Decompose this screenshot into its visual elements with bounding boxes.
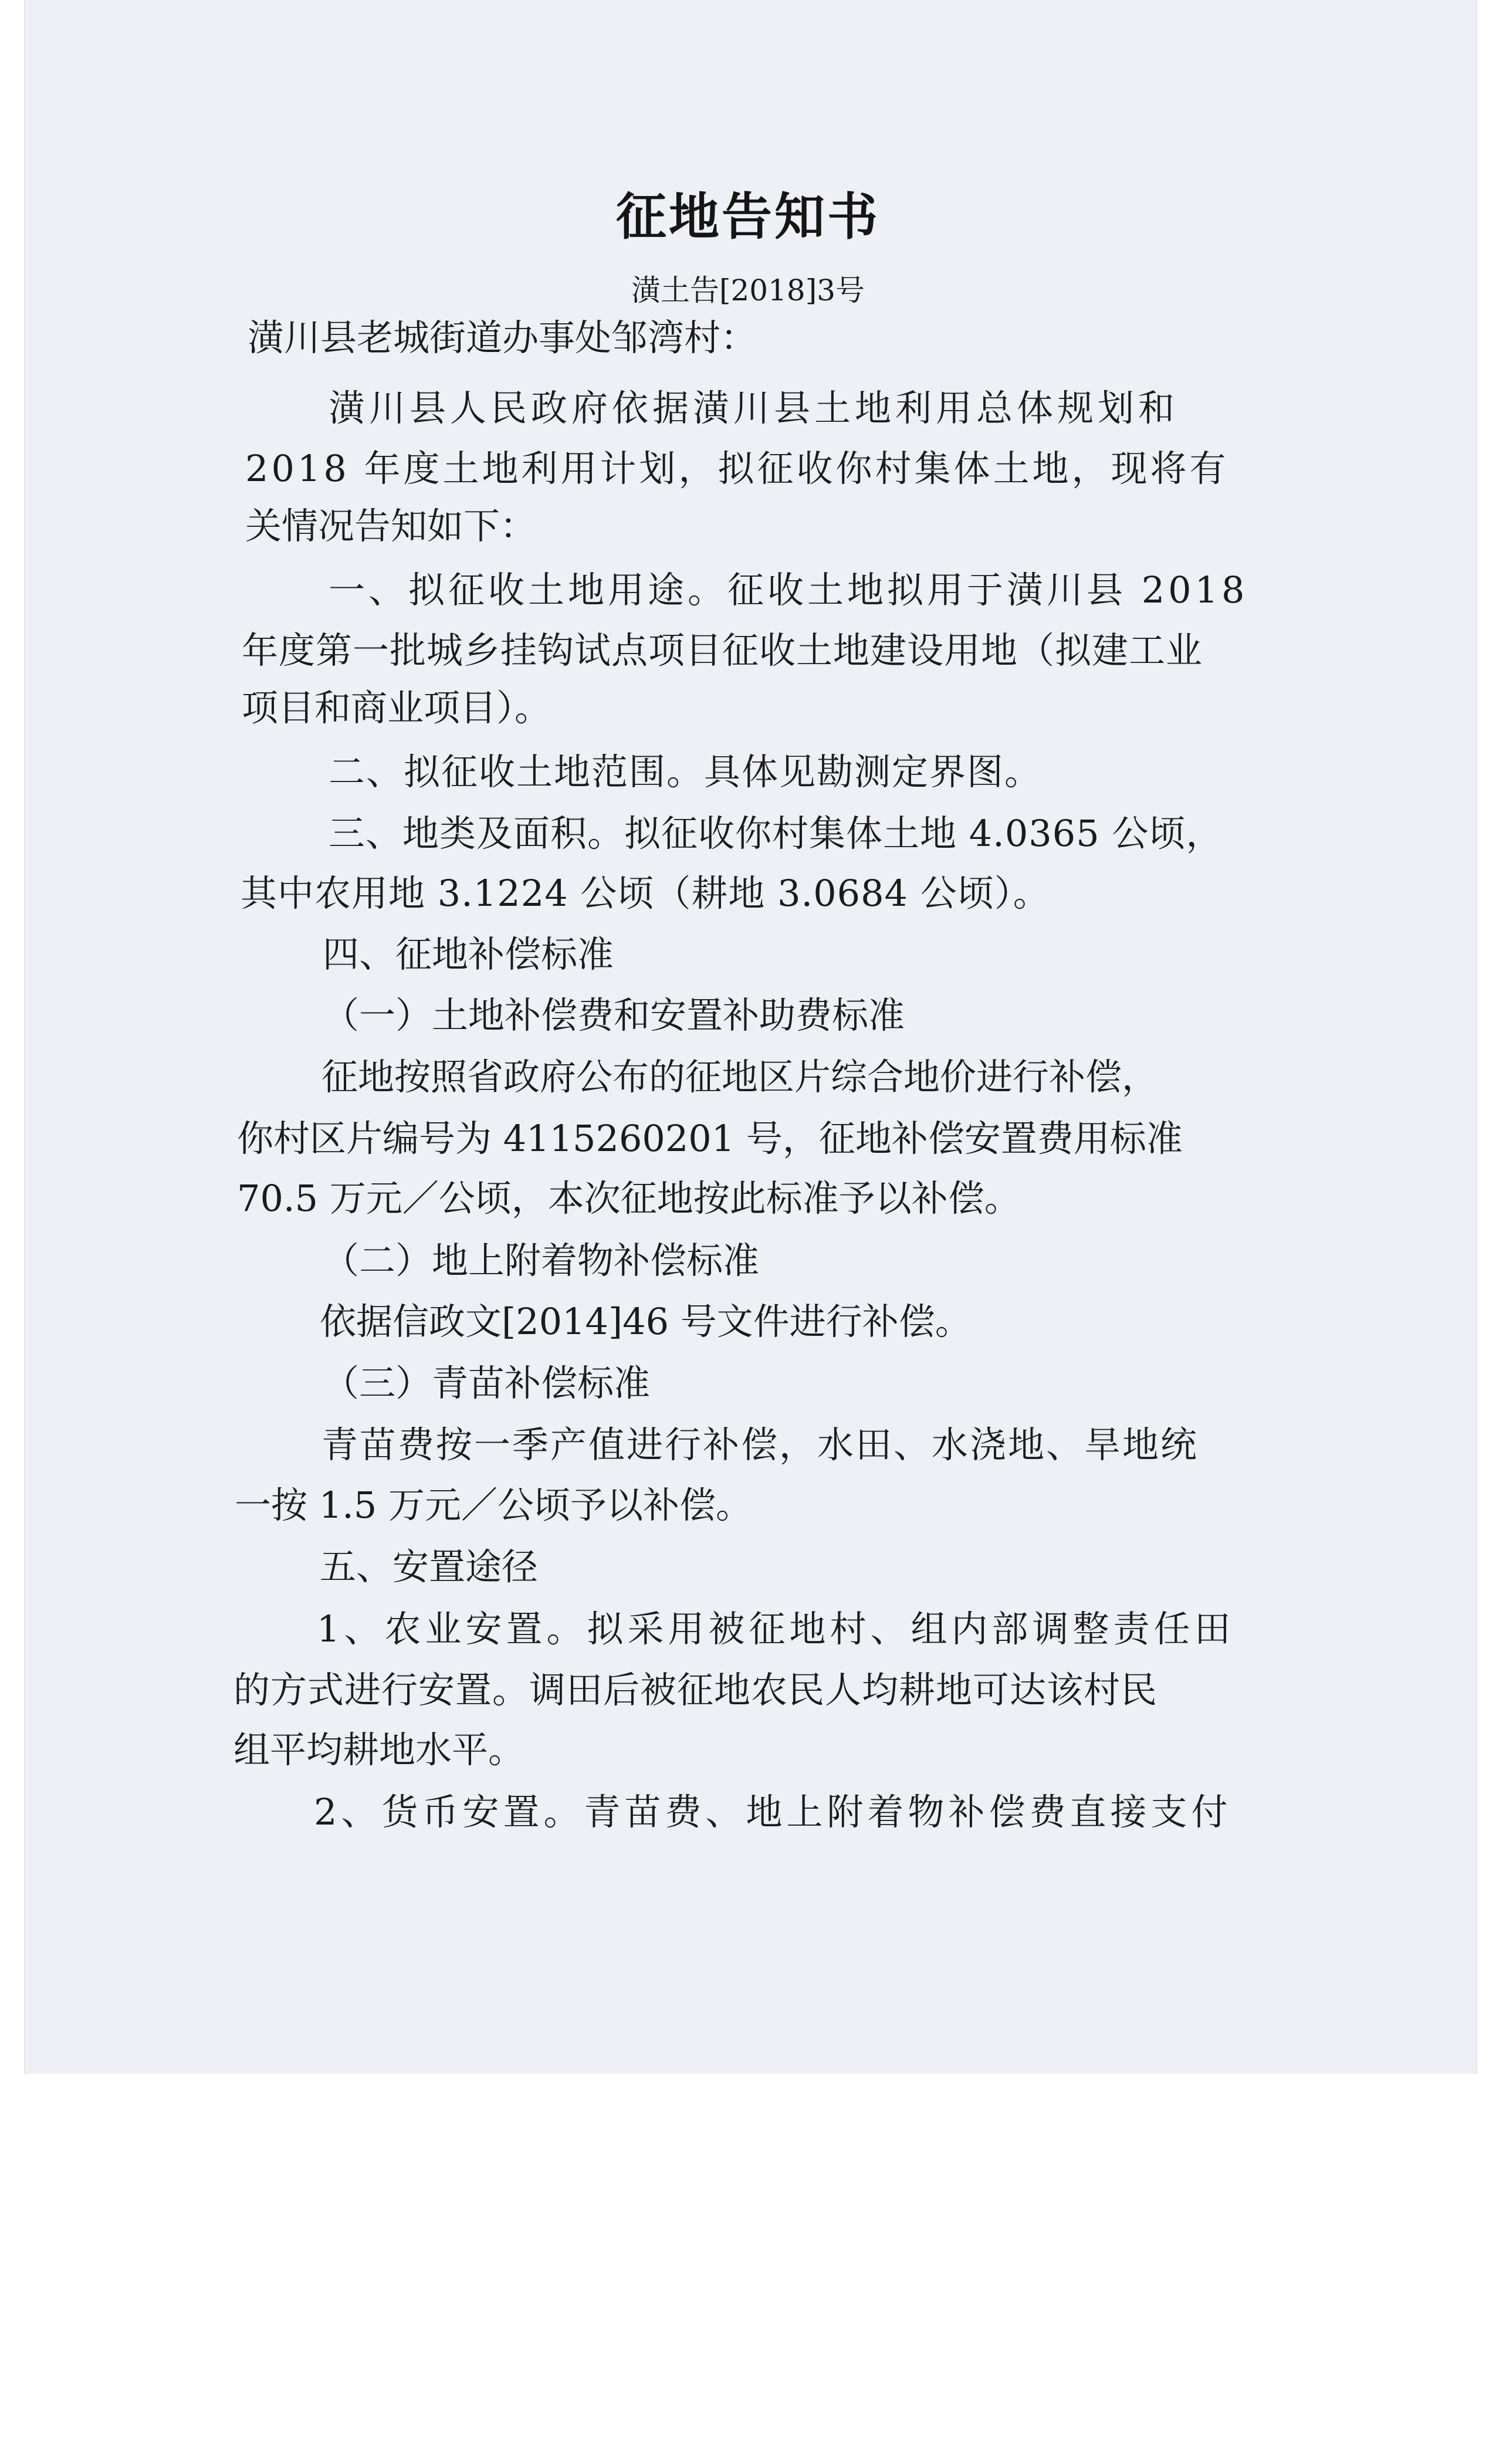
body-line: 70.5 万元／公顷，本次征地按此标准予以补偿。 [237,1177,1021,1220]
body-line: 组平均耕地水平。 [233,1728,525,1771]
body-line: 三、地类及面积。拟征收你村集体土地 4.0365 公顷， [329,812,1223,855]
body-line: 2、货币安置。青苗费、地上附着物补偿费直接支付 [314,1791,1232,1833]
body-line: 你村区片编号为 4115260201 号，征地补偿安置费用标准 [237,1117,1183,1160]
document-title: 征地告知书 [616,188,880,246]
blank-margin [0,2074,1496,2464]
body-line: 潢川县人民政府依据潢川县土地利用总体规划和 [329,387,1179,429]
body-line: 2018 年度土地利用计划，拟征收你村集体土地，现将有 [245,447,1229,490]
body-line: 征地按照省政府公布的征地区片综合地价进行补偿， [321,1055,1159,1098]
body-line: 二、拟征收土地范围。具体见勘测定界图。 [329,750,1043,793]
document-number: 潢土告[2018]3号 [631,273,865,307]
body-line: 1、农业安置。拟采用被征地村、组内部调整责任田 [317,1607,1235,1650]
subsection-heading: （二）地上附着物补偿标准 [323,1239,760,1282]
body-line: 关情况告知如下： [245,505,537,547]
body-line: 一、拟征收土地用途。征收土地拟用于潢川县 2018 [329,568,1248,611]
section-heading: 五、安置途径 [320,1545,539,1588]
section-heading: 四、征地补偿标准 [323,933,614,976]
body-line: 的方式进行安置。调田后被征地农民人均耕地可达该村民 [233,1668,1158,1711]
subsection-heading: （一）土地补偿费和安置补助费标准 [323,994,905,1037]
addressee-line: 潢川县老城街道办事处邹湾村： [248,316,757,359]
body-line: 青苗费按一季产值进行补偿，水田、水浇地、旱地统 [321,1423,1199,1466]
body-line: 一按 1.5 万元／公顷予以补偿。 [235,1484,753,1527]
body-line: 依据信政文[2014]46 号文件进行补偿。 [320,1300,972,1343]
body-line: 项目和商业项目）。 [242,686,551,729]
body-line: 其中农用地 3.1224 公顷（耕地 3.0684 公顷）。 [241,872,1050,915]
subsection-heading: （三）青苗补偿标准 [323,1362,651,1404]
body-line: 年度第一批城乡挂钩试点项目征收土地建设用地（拟建工业 [242,629,1203,672]
